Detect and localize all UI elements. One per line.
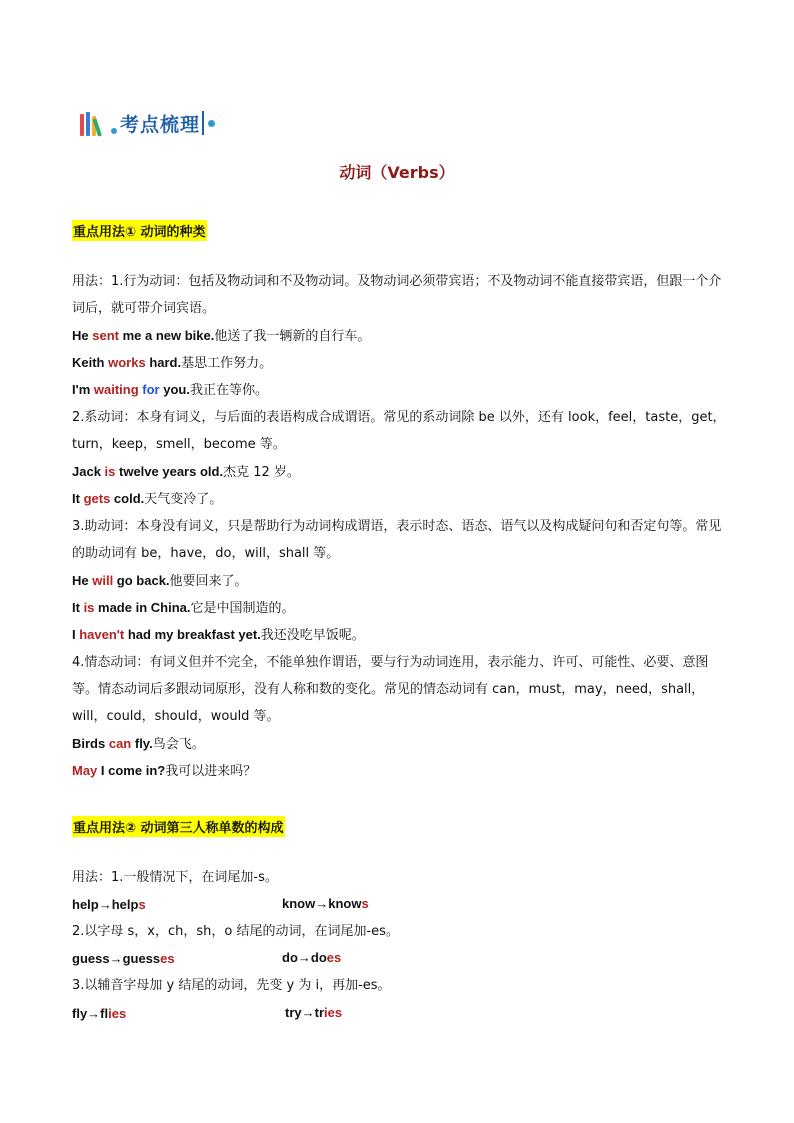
usage-paragraph: 4.情态动词：有词义但并不完全，不能单独作谓语，要与行为动词连用，表示能力、许可、可能性、必要、意图等。情态动词后多跟动词原形，没有人称和数的变化。常见的情态动词有 can，must，may，need，shall，will，could，should，would 等。 [72,655,709,724]
verb-pair-right: know→knows [282,896,369,911]
verb-pair-row: guess→guesses [72,951,175,966]
example-sentence: Jack is twelve years old.杰克 12 岁。 [72,464,300,480]
example-sentence: I haven't had my breakfast yet.我还没吃早饭呢。 [72,627,365,643]
example-sentence: He sent me a new bike.他送了我一辆新的自行车。 [72,328,371,344]
section-heading: 重点用法② 动词第三人称单数的构成 [72,816,285,837]
example-sentence: Keith works hard.基思工作努力。 [72,355,273,371]
page-title: 动词（Verbs） [339,163,455,182]
example-sentence: May I come in?我可以进来吗？ [72,763,257,779]
dot-icon [208,120,215,127]
example-sentence: I'm waiting for you.我正在等你。 [72,382,268,398]
usage-paragraph: 用法：1.一般情况下，在词尾加-s。 [72,870,278,885]
example-sentence: It gets cold.天气变冷了。 [72,491,223,507]
cursor-bar-icon [202,111,204,135]
example-sentence: It is made in China.它是中国制造的。 [72,600,295,616]
section-heading: 重点用法① 动词的种类 [72,220,207,241]
logo-text: 考点梳理 [120,113,201,136]
verb-pair-row: help→helps [72,897,146,912]
verb-pair-right: try→tries [285,1005,343,1020]
verb-pair-row: fly→flies [72,1006,127,1021]
usage-paragraph: 3.助动词：本身没有词义，只是帮助行为动词构成谓语，表示时态、语态、语气以及构成疑问句和否定句等。常见的助动词有 be，have，do，will，shall 等。 [72,519,722,561]
section-logo [80,108,215,138]
verb-pair-right: do→does [282,950,342,965]
example-sentence: Birds can fly.鸟会飞。 [72,736,205,752]
usage-paragraph: 用法：1.行为动词：包括及物动词和不及物动词。及物动词必须带宾语；不及物动词不能直接带宾语，但跟一个介词后，就可带介词宾语。 [72,274,722,316]
usage-paragraph: 2.以字母 s，x，ch，sh，o 结尾的动词，在词尾加-es。 [72,924,399,939]
usage-paragraph: 2.系动词：本身有词义，与后面的表语构成合成谓语。常见的系动词除 be 以外，还有 look，feel，taste，get，turn，keep，smell，become 等。 [72,410,726,452]
example-sentence: He will go back.他要回来了。 [72,573,248,589]
books-icon [80,110,104,136]
usage-paragraph: 3.以辅音字母加 y 结尾的动词，先变 y 为 i，再加-es。 [72,978,391,993]
dot-icon [111,128,117,134]
